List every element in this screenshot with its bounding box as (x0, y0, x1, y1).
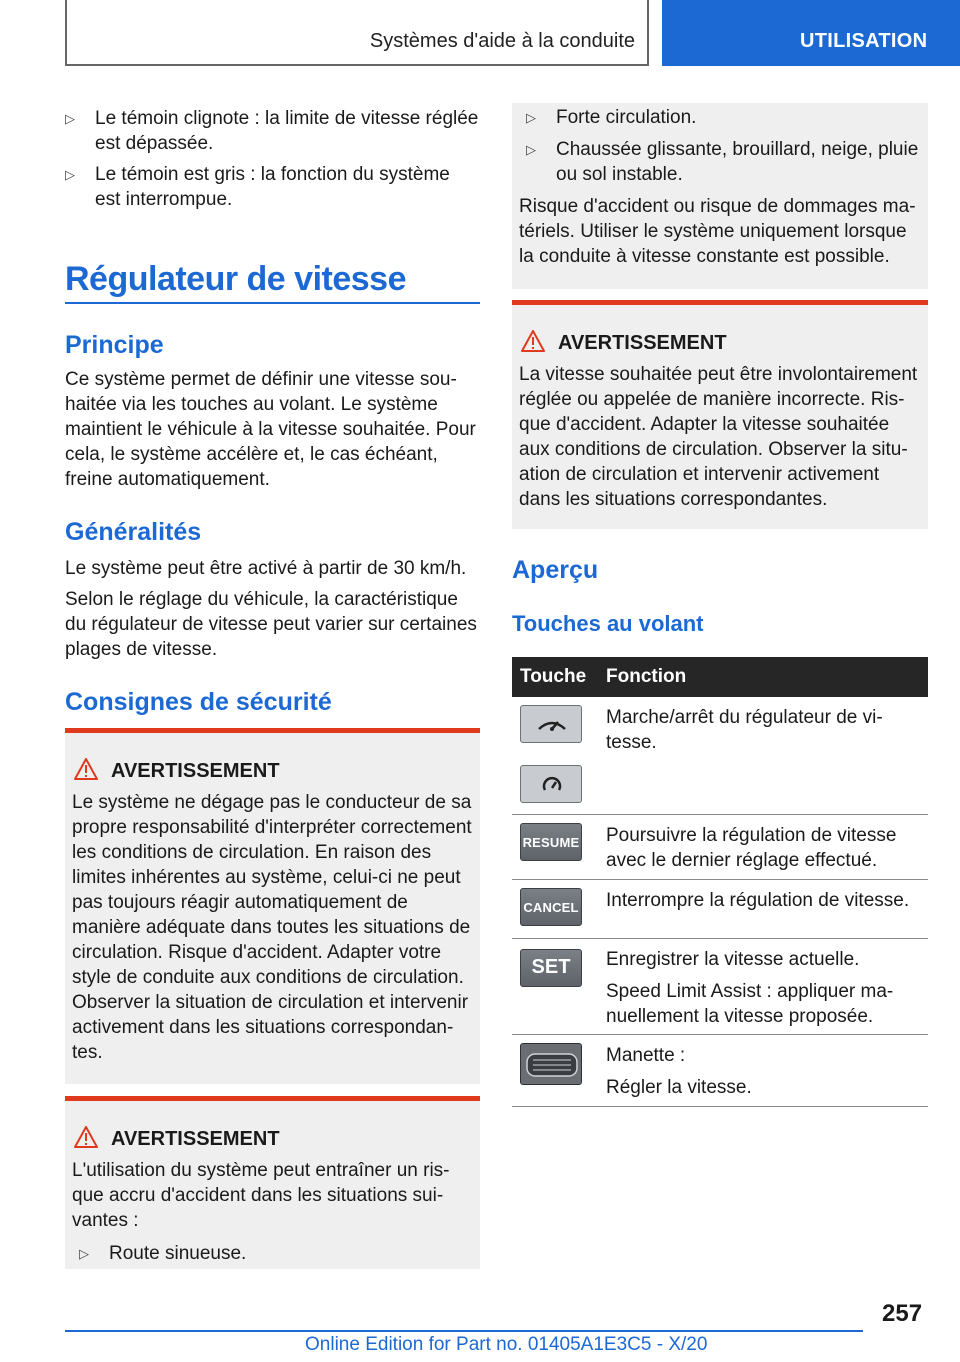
triangle-bullet-icon: ▷ (79, 1246, 89, 1261)
cruise-control-onoff-key-image (520, 705, 582, 743)
function-text: Speed Limit Assist : appliquer manuellement la vitesse proposée. (606, 981, 894, 1027)
cruise-control-key-image (520, 765, 582, 803)
header-chapter-title: UTILISATION (800, 30, 928, 52)
triangle-bullet-icon: ▷ (526, 142, 536, 157)
warning-box (512, 300, 928, 529)
column-header-key: Touche (520, 666, 587, 687)
list-item: ▷ Route sinueuse. (79, 1243, 247, 1264)
warning-text: Risque d'accident ou risque de dommages matériels. Utiliser le système uniquement lorsque la conduite à vitesse constante est possible. (519, 196, 916, 267)
column-header-function: Fonction (606, 666, 687, 687)
table-row (512, 697, 928, 815)
table-row (512, 1035, 928, 1107)
generalites-text-2: Selon le réglage du véhicule, la caractéristique du régulateur de vitesse peut varier sur certaines plages de vitesse. (65, 589, 477, 660)
warning-triangle-icon (74, 1126, 98, 1148)
warning-box (65, 1096, 480, 1269)
page-title: Régulateur de vitesse (65, 260, 406, 298)
triangle-bullet-icon: ▷ (65, 111, 75, 126)
warning-triangle-icon (74, 758, 98, 780)
warning-continuation-box (512, 103, 928, 289)
list-item: ▷ Le témoin est gris : la fonction du système est interrompue. (65, 164, 450, 210)
triangle-bullet-icon: ▷ (65, 167, 75, 182)
cancel-key-image: CANCEL (520, 888, 582, 926)
page-number: 257 (882, 1300, 923, 1327)
generalites-text-1: Le système peut être activé à partir de 30 km/h. (65, 558, 467, 579)
heading-principe: Principe (65, 331, 164, 359)
header-chapter-tab (662, 0, 960, 66)
resume-key-image: RESUME (520, 823, 582, 861)
header-section-title: Systèmes d'aide à la conduite (369, 30, 635, 52)
footer-edition: Online Edition for Part no. 01405A1E3C5 - X/20 (305, 1334, 708, 1355)
table-row (512, 815, 928, 880)
triangle-bullet-icon: ▷ (526, 110, 536, 125)
list-item: ▷ Forte circulation. (526, 107, 697, 128)
warning-text: Le système ne dégage pas le conducteur de sa propre responsabilité d'interpréter correctement les conditions de circulation. En raison des limites inhérentes au système, celui-ci ne peut pas toujours réagir automatiquement de manière adéquate dans toutes les situations de circulation. Risque d'accident. Adapter votre style de conduite aux conditions de circulation. Observer la situation de circulation et intervenir activement dans les situations correspondantes. (72, 792, 472, 1063)
warning-text: L'utilisation du système peut entraîner un risque accru d'accident dans les situations suivantes : (72, 1160, 450, 1231)
warning-title: AVERTISSEMENT (558, 332, 727, 354)
footer-rule (65, 1330, 863, 1332)
warning-title: AVERTISSEMENT (111, 760, 280, 782)
lever-key-image (520, 1043, 582, 1085)
warning-box (65, 728, 480, 1084)
principe-text: Ce système permet de définir une vitesse souhaitée via les touches au volant. Le système maintient le véhicule à la vitesse souhaitée. Pour cela, le système accélère et, le cas échéant, freine automatiquement. (65, 369, 476, 490)
function-text: Manette : (606, 1045, 686, 1066)
cruise-control-icon (521, 706, 583, 744)
table-row (512, 880, 928, 939)
function-text: Enregistrer la vitesse actuelle. (606, 949, 860, 970)
heading-apercu: Aperçu (512, 556, 599, 584)
lever-icon (521, 1044, 583, 1086)
list-item: ▷ Le témoin clignote : la limite de vitesse réglée est dépassée. (65, 108, 479, 154)
function-text: Marche/arrêt du régulateur de vitesse. (606, 707, 883, 753)
table-row (512, 939, 928, 1035)
cruise-gauge-icon (521, 766, 583, 804)
warning-text: La vitesse souhaitée peut être involontairement réglée ou appelée de manière incorrecte. Risque d'accident. Adapter la vitesse souhaitée aux conditions de circulation. Observer la situation de circulation et intervenir activement dans les situations correspondantes. (519, 364, 918, 510)
function-text: Poursuivre la régulation de vitesse avec le dernier réglage effectué. (606, 825, 897, 871)
title-rule (65, 302, 480, 304)
table-header (512, 657, 928, 697)
heading-consignes: Consignes de sécurité (65, 688, 332, 716)
set-key-image: SET (520, 949, 582, 987)
warning-title: AVERTISSEMENT (111, 1128, 280, 1150)
heading-touches: Touches au volant (512, 611, 704, 636)
function-text: Interrompre la régulation de vitesse. (606, 890, 910, 911)
list-item: ▷ Chaussée glissante, brouillard, neige, pluie ou sol instable. (526, 139, 919, 185)
function-text: Régler la vitesse. (606, 1077, 752, 1098)
heading-generalites: Généralités (65, 518, 202, 546)
header-section-tab (65, 0, 649, 66)
warning-triangle-icon (521, 330, 545, 352)
